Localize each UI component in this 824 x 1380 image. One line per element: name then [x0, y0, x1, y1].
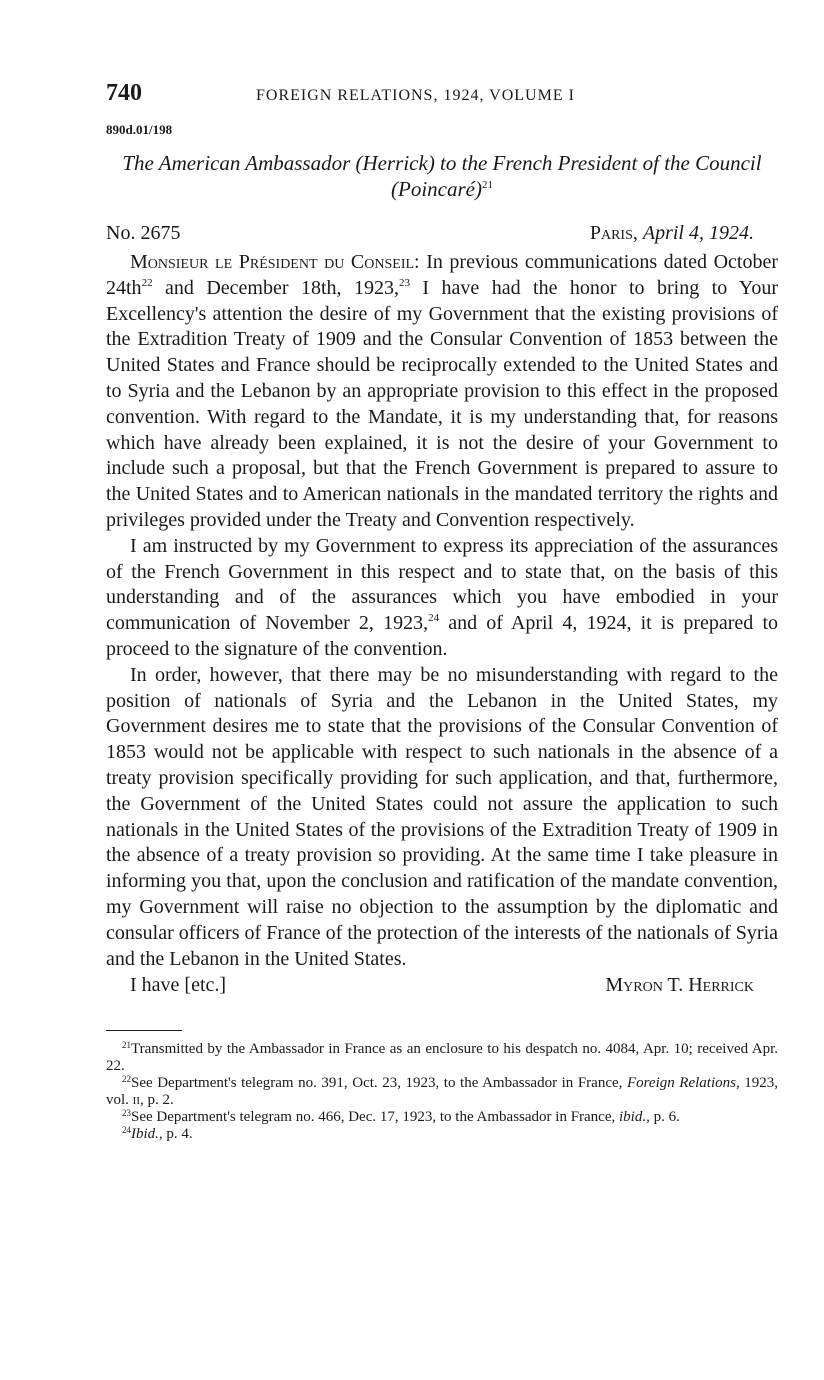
footnote-22	[106, 1075, 778, 1109]
footnote-21	[106, 1041, 778, 1075]
footnote-ref-24: 24	[428, 612, 440, 625]
despatch-number: No. 2675	[106, 222, 181, 244]
footnote-italic: Ibid.,	[131, 1126, 163, 1143]
footnote-number: 21	[122, 1040, 131, 1051]
footnote-text: , p. 2.	[140, 1092, 174, 1109]
footnote-ref-21: 21	[481, 179, 493, 191]
footnote-ref-22: 22	[141, 276, 153, 289]
file-number: 890d.01/198	[106, 122, 173, 137]
paragraph-2-part-a: I am instructed by my Government to express its appreciation of the assurances of the French Government in this respect and to state that, on the basis of this understanding and of the assurances which you have embodied in your communication of November 2, 1923,	[106, 534, 778, 635]
paragraph-1-part-a: In previous communications dated October 24th	[106, 251, 779, 299]
paragraph-2	[106, 534, 778, 663]
footnote-number: 24	[122, 1125, 131, 1136]
signature: Myron T. Herrick	[605, 974, 754, 997]
document-title	[106, 150, 778, 202]
page-number: 740	[106, 80, 142, 106]
footnote-divider	[106, 1030, 182, 1031]
footnote-volume: ii	[132, 1092, 140, 1109]
closing: I have [etc.]	[130, 974, 227, 997]
document-page	[106, 78, 778, 1143]
paragraph-3: In order, however, that there may be no misunderstanding with regard to the position of nationals of Syria and the Lebanon in the United States, my Government desires me to state that the provisions of the Consular Convention of 1853 would not be applicable with respect to such nationals in the absence of a treaty provision specifically providing for such application, and that, furthermore, the Government of the United States could not assure the application to such nationals in the United States of the provisions of the Extradition Treaty of 1909 in the absence of a treaty provision so providing. At the same time I take pleasure in informing you that, upon the conclusion and ratification of the mandate convention, my Government will raise no objection to the assumption by the diplomatic and consular officers of France of the protection of the interests of the nationals of Syria and the Lebanon in the United States.	[106, 663, 778, 970]
footnote-text: Transmitted by the Ambassador in France as an enclosure to his despatch no. 4084, Apr. 10; received Apr. 22.	[106, 1041, 778, 1075]
letter-body	[106, 250, 778, 972]
footnote-text: See Department's telegram no. 391, Oct. 23, 1923, to the Ambassador in France,	[131, 1075, 623, 1092]
paragraph-1-part-b: and December 18th, 1923,	[165, 276, 399, 299]
paragraph-1	[106, 250, 778, 534]
footnote-text: 1923, vol.	[106, 1075, 779, 1109]
footnote-number: 22	[122, 1074, 131, 1085]
date: April 4, 1924.	[642, 222, 754, 244]
running-head: FOREIGN RELATIONS, 1924, VOLUME I	[256, 87, 575, 104]
footnote-ref-23: 23	[398, 276, 410, 289]
place: Paris,	[589, 222, 638, 244]
footnote-text: p. 6.	[653, 1109, 680, 1126]
salutation: Monsieur le Président du Conseil:	[130, 251, 420, 273]
signoff	[106, 974, 778, 1002]
footnotes	[106, 1041, 778, 1143]
paragraph-2-part-b: and of April 4, 1924, it is prepared to proceed to the signature of the convention.	[106, 612, 778, 660]
paragraph-1-part-c: I have had the honor to bring to Your Excellency's attention the desire of my Government that the existing provisions of the Extradition Treaty of 1909 and the Consular Convention of 1853 between the United States and France should be reciprocally extended to the United States and to Syria and the Lebanon by an appropriate provision to this effect in the proposed convention. With regard to the Mandate, it is my understanding that, for reasons which have already been explained, it is not the desire of your Government to include such a proposal, but that the French Government is prepared to assure to the United States and to American nationals in the mandated territory the rights and privileges provided under the Treaty and Convention respectively.	[106, 276, 779, 531]
footnote-23	[106, 1109, 778, 1126]
footnote-italic: ibid.,	[619, 1109, 650, 1126]
footnote-number: 23	[122, 1108, 131, 1119]
footnote-text: See Department's telegram no. 466, Dec. 17, 1923, to the Ambassador in France,	[131, 1109, 616, 1126]
page-header	[106, 78, 778, 112]
footnote-24	[106, 1126, 778, 1143]
document-title-text: The American Ambassador (Herrick) to the French President of the Council (Poincaré)	[122, 151, 762, 201]
dateline	[106, 222, 778, 250]
footnote-italic: Foreign Relations,	[626, 1075, 740, 1092]
footnote-text: p. 4.	[166, 1126, 193, 1143]
place-date	[590, 222, 754, 245]
